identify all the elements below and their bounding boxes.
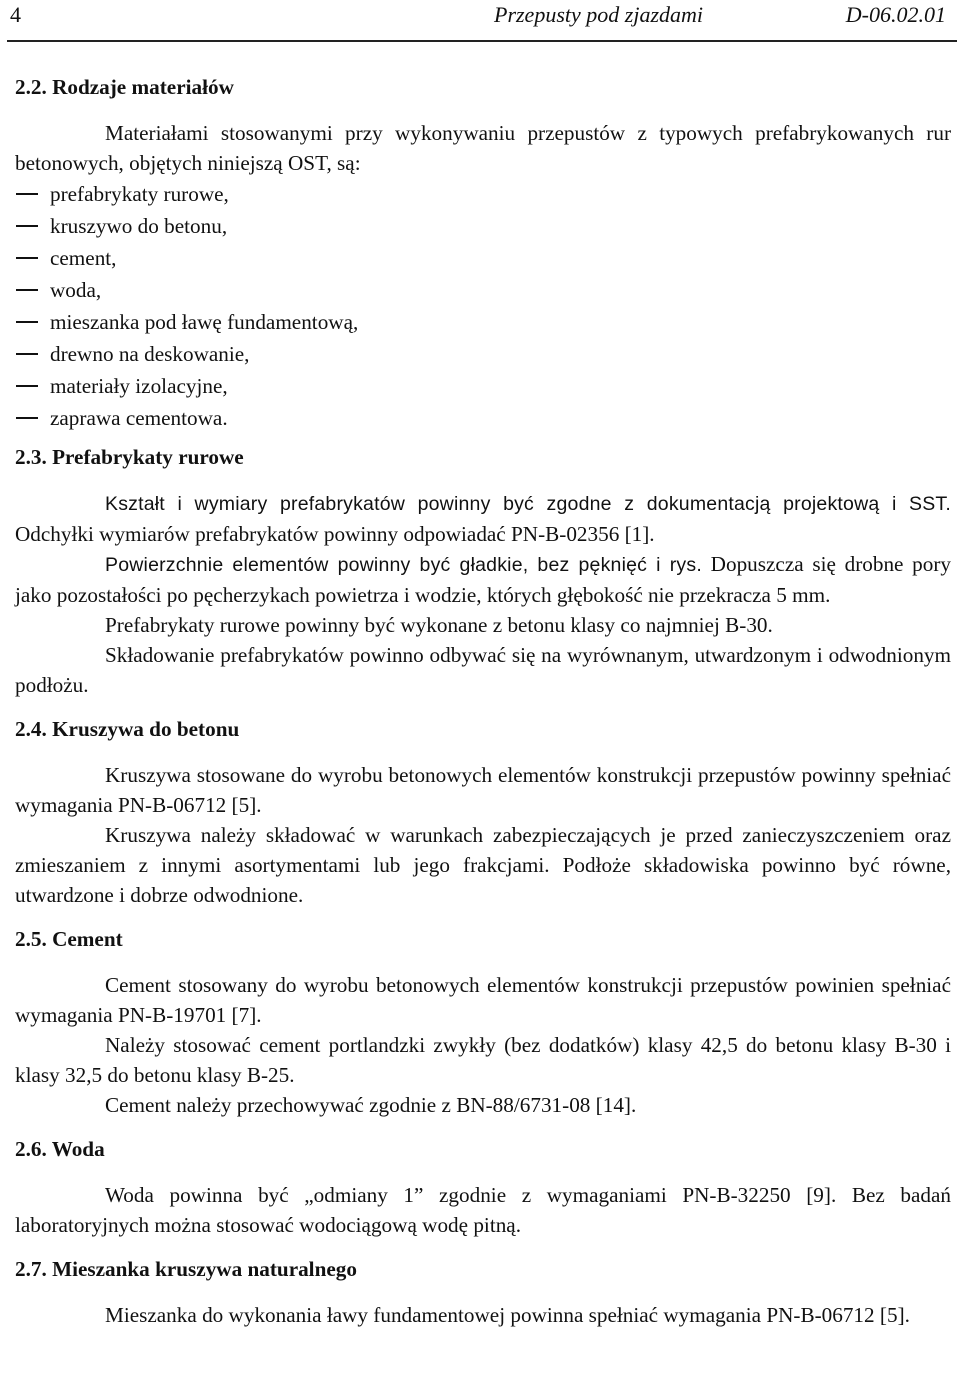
paragraph-text: Odchyłki wymiarów prefabrykatów powinny odpowiadać PN-B-02356 [1]. [15, 522, 655, 546]
list-item [15, 242, 951, 274]
document-body [15, 72, 951, 1330]
section-2-2 [15, 72, 951, 434]
paragraph: Składowanie prefabrykatów powinno odbywać się na wyrównanym, utwardzonym i odwodnionym podłożu. [15, 643, 951, 697]
list-item-text: materiały izolacyjne, [50, 374, 228, 398]
section-heading: 2.5. Cement [15, 927, 123, 951]
list-item [15, 370, 951, 402]
list-item [15, 210, 951, 242]
list-item [15, 274, 951, 306]
dash-bullet [16, 193, 38, 195]
dash-bullet [16, 225, 38, 227]
paragraph: Cement stosowany do wyrobu betonowych elementów konstrukcji przepustów powinien spełniać wymagania PN-B-19701 [7]. [15, 973, 951, 1027]
paragraph: Cement należy przechowywać zgodnie z BN-88/6731-08 [14]. [105, 1093, 637, 1117]
header-rule [7, 40, 957, 42]
section-heading: 2.7. Mieszanka kruszywa naturalnego [15, 1257, 357, 1281]
list-item-text: cement, [50, 246, 117, 270]
dash-bullet [16, 289, 38, 291]
section-2-3 [15, 442, 951, 700]
list-item [15, 306, 951, 338]
list-item [15, 178, 951, 210]
document-code: D-06.02.01 [845, 2, 946, 27]
paragraph-text: Dopuszcza się drobne pory jako pozostałości po pęcherzykach powietrza i wodzie, których głębokość nie przekracza 5 mm. [15, 552, 952, 607]
list-item [15, 338, 951, 370]
section-heading: 2.4. Kruszywa do betonu [15, 717, 240, 741]
paragraph: Woda powinna być „odmiany 1” zgodnie z wymaganiami PN-B-32250 [9]. Bez badań laboratoryjnych można stosować wodociągową wodę pitną. [15, 1183, 951, 1237]
section-2-5 [15, 924, 951, 1120]
paragraph: Mieszanka do wykonania ławy fundamentowej powinna spełniać wymagania PN-B-06712 [5]. [105, 1303, 910, 1327]
list-item-text: mieszanka pod ławę fundamentową, [50, 310, 359, 334]
paragraph: Materiałami stosowanymi przy wykonywaniu przepustów z typowych prefabrykowanych rur betonowych, objętych niniejszą OST, są: [15, 121, 951, 175]
section-2-4 [15, 714, 951, 910]
section-heading: 2.3. Prefabrykaty rurowe [15, 445, 244, 469]
list-item-text: drewno na deskowanie, [50, 342, 250, 366]
section-2-7 [15, 1254, 951, 1330]
paragraph: Kruszywa stosowane do wyrobu betonowych elementów konstrukcji przepustów powinny spełniać wymagania PN-B-06712 [5]. [15, 763, 951, 817]
paragraph-text: Kształt i wymiary prefabrykatów powinny być zgodne z dokumentacją projektową i SST. [105, 493, 951, 515]
dash-bullet [16, 353, 38, 355]
dash-bullet [16, 417, 38, 419]
section-heading: 2.6. Woda [15, 1137, 105, 1161]
document-title: Przepusty pod zjazdami [494, 2, 703, 27]
list-item-text: zaprawa cementowa. [50, 406, 228, 430]
list-item [15, 402, 951, 434]
paragraph [15, 549, 951, 610]
dash-bullet [16, 321, 38, 323]
list-item-text: prefabrykaty rurowe, [50, 182, 229, 206]
dash-bullet [16, 257, 38, 259]
page-number: 4 [10, 2, 21, 27]
paragraph: Prefabrykaty rurowe powinny być wykonane z betonu klasy co najmniej B-30. [105, 613, 773, 637]
list-item-text: kruszywo do betonu, [50, 214, 228, 238]
paragraph: Kruszywa należy składować w warunkach zabezpieczających je przed zanieczyszczeniem oraz zmieszaniem z innymi asortymentami lub jego frakcjami. Podłoże składowiska powinno być równe, utwardzone i dobrze odwodnione. [15, 823, 951, 907]
dash-bullet [16, 385, 38, 387]
materials-list [15, 178, 951, 434]
paragraph: Należy stosować cement portlandzki zwykły (bez dodatków) klasy 42,5 do betonu klasy B-30 i klasy 32,5 do betonu klasy B-25. [15, 1033, 951, 1087]
section-heading: 2.2. Rodzaje materiałów [15, 75, 234, 99]
paragraph [15, 488, 951, 549]
page-header [10, 0, 948, 30]
paragraph-text: Powierzchnie elementów powinny być gładkie, bez pęknięć i rys. [105, 554, 702, 576]
list-item-text: woda, [50, 278, 102, 302]
section-2-6 [15, 1134, 951, 1240]
